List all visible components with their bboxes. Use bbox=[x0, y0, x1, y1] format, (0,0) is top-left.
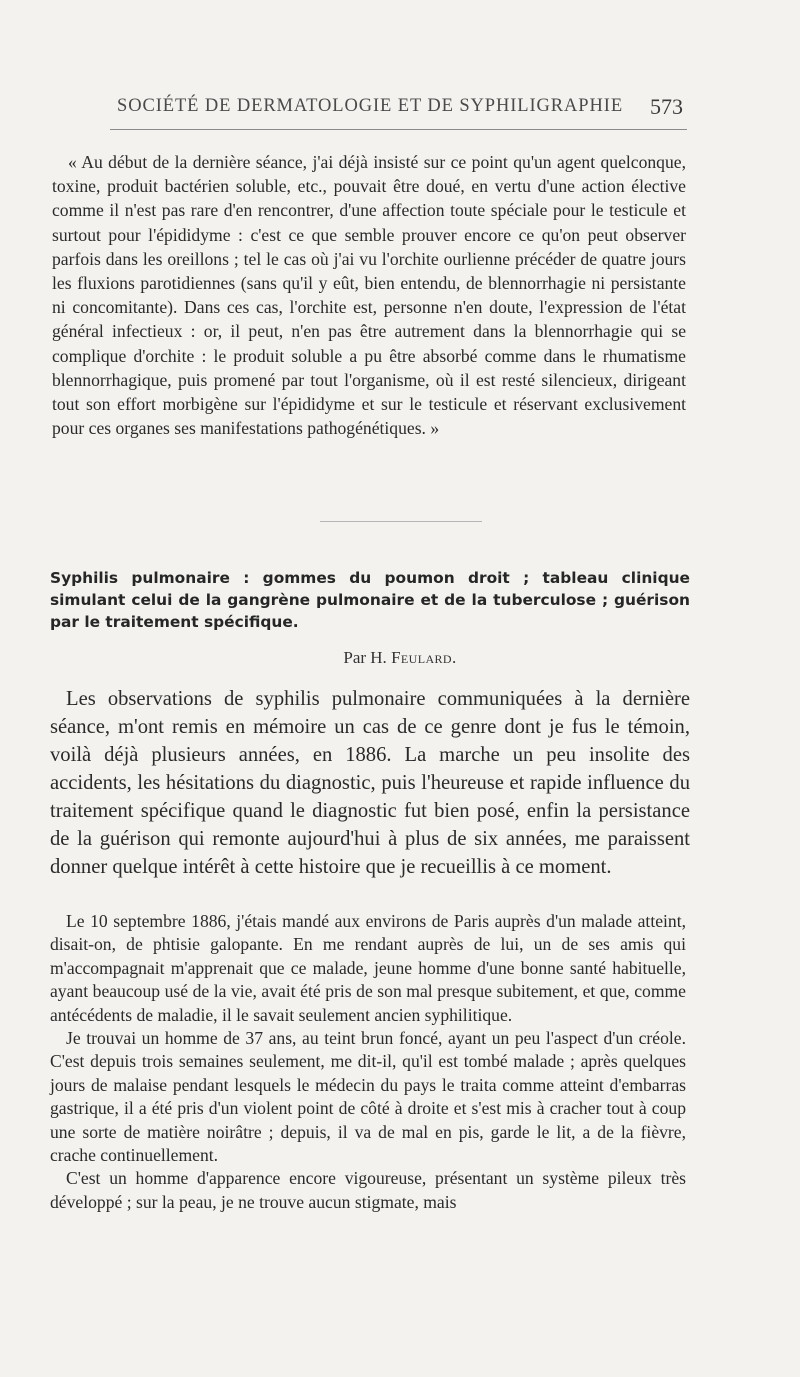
page-number: 573 bbox=[650, 94, 683, 119]
body-paragraph: Je trouvai un homme de 37 ans, au teint brun foncé, ayant un peu l'aspect d'un créole. C'est depuis trois semaines seulement, me dit-il, qu'il est tombé malade ; après quelques jours de malaise pendant lesquels le médecin du pays le traita comme atteint d'embarras gastrique, il a été pris d'un violent point de côté à droite et s'est mis à cracher tout à coup une sorte de matière noirâtre ; depuis, il va de mal en pis, garde le lit, a de la fièvre, crache continuellement. bbox=[50, 1028, 686, 1166]
intro-section bbox=[50, 685, 690, 881]
running-title: SOCIÉTÉ DE DERMATOLOGIE ET DE SYPHILIGRAPHIE bbox=[117, 96, 624, 116]
body-paragraph: C'est un homme d'apparence encore vigoureuse, présentant un système pileux très développé ; sur la peau, je ne trouve aucun stigmate, mais bbox=[50, 1168, 686, 1212]
byline bbox=[0, 648, 800, 668]
body-text bbox=[50, 910, 686, 1214]
quote-paragraph: « Au début de la dernière séance, j'ai déjà insisté sur ce point qu'un agent quelconque, toxine, produit bactérien soluble, etc., pouvait être doué, en vertu d'une action élective comme il n'est pas rare d'en rencontrer, d'une affection toute spéciale pour le testicule et surtout pour l'épididyme : c'est ce que semble prouver encore ce qu'on peut observer parfois dans les oreillons ; tel le cas où j'ai vu l'orchite ourlienne précéder de quatre jours les fluxions parotidiennes (sans qu'il y eût, bien entendu, de blennorrhagie ni persistante ni concomitante). Dans ces cas, l'orchite est, personne n'en doute, l'expression de l'état général infectieux : or, il peut, n'en pas être autrement dans la blennorrhagie qui se complique d'orchite : le produit soluble a pu être absorbé comme dans le rhumatisme blennorrhagique, puis promené par tout l'organisme, où il est resté silencieux, dirigeant tout son effort morbigène sur l'épididyme et sur le testicule et réservant exclusivement pour ces organes ses manifestations pathogénétiques. » bbox=[52, 152, 686, 439]
body-paragraph: Le 10 septembre 1886, j'étais mandé aux environs de Paris auprès d'un malade atteint, disait-on, de phtisie galopante. En me rendant auprès de lui, un de ses amis qui m'accompagnait m'apprenait que ce malade, jeune homme d'une bonne santé habituelle, ayant beaucoup usé de la vie, avait été pris de son mal presque subitement, et que, comme antécédents de maladie, il le savait seulement ancien syphilitique. bbox=[50, 911, 686, 1025]
intro-paragraph: Les observations de syphilis pulmonaire communiquées à la dernière séance, m'ont remis en mémoire un cas de ce genre dont je fus le témoin, voilà déjà plusieurs années, en 1886. La marche un peu insolite des accidents, les hésitations du diagnostic, puis l'heureuse et rapide influence du traitement spécifique quand le diagnostic fut bien posé, enfin la persistance de la guérison qui remonte aujourd'hui à plus de six années, me paraissent donner quelque intérêt à cette histoire que je recueillis à ce moment. bbox=[50, 688, 690, 878]
author-name: Feulard. bbox=[391, 648, 457, 667]
quoted-passage bbox=[52, 150, 686, 440]
article-title: Syphilis pulmonaire : gommes du poumon droit ; tableau clinique simulant celui de la gangrène pulmonaire et de la tuberculose ; guérison par le traitement spécifique. bbox=[50, 569, 690, 631]
running-header bbox=[117, 96, 683, 124]
section-divider bbox=[320, 521, 482, 522]
header-divider bbox=[110, 129, 687, 130]
byline-prefix: Par H. bbox=[343, 648, 387, 667]
